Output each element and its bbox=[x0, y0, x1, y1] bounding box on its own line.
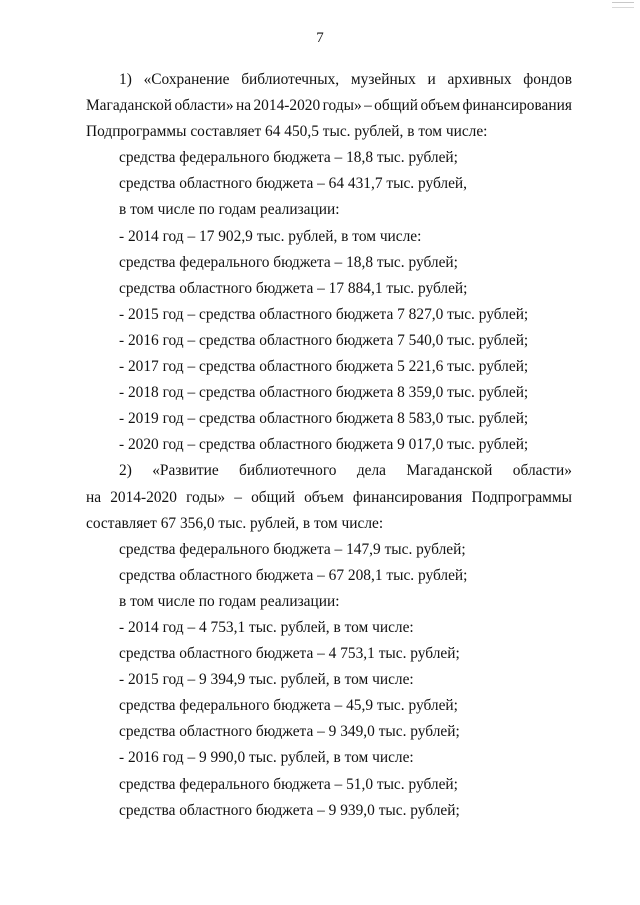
word: библиотечного bbox=[239, 462, 337, 480]
section2-item: средства федерального бюджета – 147,9 тыс. рублей; bbox=[119, 540, 466, 558]
word: дела bbox=[356, 462, 387, 480]
word: общий bbox=[251, 488, 295, 506]
section2-item: в том числе по годам реализации: bbox=[119, 592, 340, 610]
word: 2014-2020 bbox=[110, 488, 177, 506]
section2-line3: составляет 67 356,0 тыс. рублей, в том числе: bbox=[86, 514, 384, 532]
section1-item: - 2018 год – средства областного бюджета 8 359,0 тыс. рублей; bbox=[119, 384, 529, 402]
word: годы» bbox=[322, 97, 362, 115]
word: объем bbox=[420, 97, 461, 115]
section2-item: - 2015 год – 9 394,9 тыс. рублей, в том числе: bbox=[119, 671, 414, 689]
word: 2) bbox=[119, 462, 132, 480]
word: Подпрограммы bbox=[471, 488, 572, 506]
word: музейных bbox=[350, 71, 416, 88]
word: – bbox=[234, 488, 242, 506]
word: библиотечных, bbox=[241, 71, 340, 88]
word: общий bbox=[374, 97, 419, 115]
section1-item: средства областного бюджета – 17 884,1 тыс. рублей; bbox=[119, 279, 468, 297]
word: финансирования bbox=[352, 488, 463, 506]
section1-heading-line bbox=[86, 67, 572, 93]
section2-line2 bbox=[86, 485, 572, 511]
word: Магаданской bbox=[406, 462, 493, 480]
page-number: 7 bbox=[316, 30, 324, 46]
section2-heading-line bbox=[86, 458, 572, 484]
word: области» bbox=[512, 462, 572, 480]
section2-item: - 2014 год – 4 753,1 тыс. рублей, в том числе: bbox=[119, 618, 414, 636]
word: финансирования bbox=[462, 97, 572, 115]
word: архивных bbox=[447, 71, 512, 88]
section1-item: - 2017 год – средства областного бюджета 5 221,6 тыс. рублей; bbox=[119, 358, 529, 376]
section2-item: средства областного бюджета – 9 939,0 тыс. рублей; bbox=[119, 801, 460, 819]
word: и bbox=[427, 71, 436, 88]
section2-item: средства федерального бюджета – 51,0 тыс. рублей; bbox=[119, 775, 458, 793]
word: «Развитие bbox=[152, 462, 219, 480]
section2-item: - 2016 год – 9 990,0 тыс. рублей, в том числе: bbox=[119, 749, 414, 767]
section1-item: - 2020 год – средства областного бюджета 9 017,0 тыс. рублей; bbox=[119, 436, 529, 454]
section1-line3: Подпрограммы составляет 64 450,5 тыс. рублей, в том числе: bbox=[86, 123, 488, 141]
word: – bbox=[364, 97, 372, 115]
section2-item: средства областного бюджета – 4 753,1 тыс. рублей; bbox=[119, 645, 460, 663]
section1-item: - 2015 год – средства областного бюджета 7 827,0 тыс. рублей; bbox=[119, 305, 529, 323]
section1-item: - 2014 год – 17 902,9 тыс. рублей, в том числе: bbox=[119, 227, 422, 245]
section1-item: - 2019 год – средства областного бюджета 8 583,0 тыс. рублей; bbox=[119, 410, 529, 428]
word: годы» bbox=[186, 488, 226, 506]
word: Магаданской bbox=[86, 97, 173, 115]
section1-line2 bbox=[86, 93, 572, 119]
section1-item: средства федерального бюджета – 18,8 тыс. рублей; bbox=[119, 253, 458, 271]
section1-item: средства федерального бюджета – 18,8 тыс. рублей; bbox=[119, 149, 458, 167]
section1-item: средства областного бюджета – 64 431,7 тыс. рублей, bbox=[119, 175, 468, 193]
word: на bbox=[236, 97, 252, 115]
word: 2014-2020 bbox=[253, 97, 321, 115]
corner-mark bbox=[612, 2, 634, 8]
word: объем bbox=[304, 488, 344, 506]
word: «Сохранение bbox=[143, 71, 230, 88]
section1-item: в том числе по годам реализации: bbox=[119, 201, 340, 219]
section2-item: средства областного бюджета – 67 208,1 тыс. рублей; bbox=[119, 566, 468, 584]
word: 1) bbox=[119, 71, 132, 88]
section2-item: средства областного бюджета – 9 349,0 тыс. рублей; bbox=[119, 723, 460, 741]
document-body bbox=[86, 67, 572, 824]
word: на bbox=[86, 488, 102, 506]
section1-item: - 2016 год – средства областного бюджета 7 540,0 тыс. рублей; bbox=[119, 331, 529, 349]
word: фондов bbox=[523, 71, 572, 88]
word: области» bbox=[174, 97, 234, 115]
section2-item: средства федерального бюджета – 45,9 тыс. рублей; bbox=[119, 697, 458, 715]
